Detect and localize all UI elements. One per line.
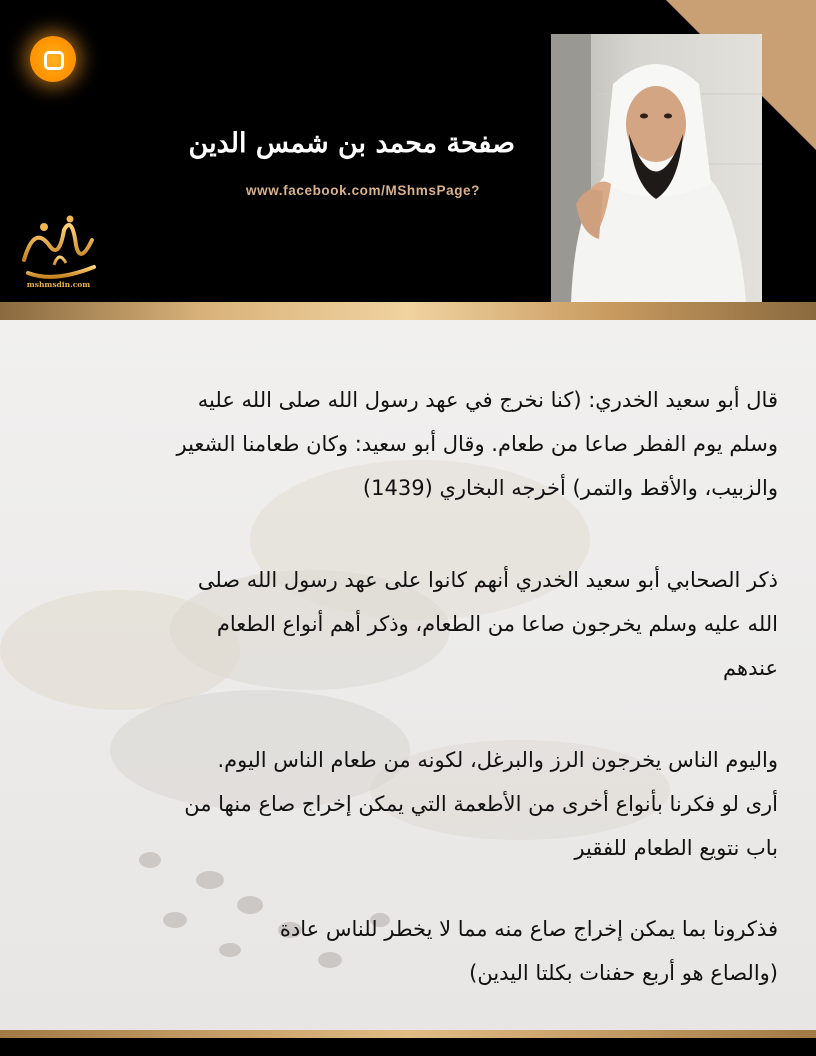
paragraph-line: والزبيب، والأقط والتمر) أخرجه البخاري (1439) (362, 476, 778, 500)
paragraph-1 (38, 378, 778, 510)
app-icon (30, 36, 76, 82)
paragraph-line: فذكرونا بما يمكن إخراج صاع منه مما لا يخطر للناس عادة (279, 917, 778, 941)
paragraph-3 (38, 738, 778, 870)
logo-caption: mshmsdin.com (26, 280, 91, 289)
paragraph-line: أرى لو فكرنا بأنواع أخرى من الأطعمة التي يمكن إخراج صاع منها من (184, 792, 778, 816)
paragraph-line: عندهم (723, 656, 778, 680)
paragraph-line: وسلم يوم الفطر صاعا من طعام. وقال أبو سعيد: وكان طعامنا الشعير (176, 432, 778, 456)
portrait-photo (551, 34, 762, 302)
gold-divider (0, 302, 816, 320)
paragraph-line: باب نتويع الطعام للفقير (574, 836, 778, 860)
paragraph-line: (والصاع هو أربع حفنات بكلتا اليدين) (469, 961, 778, 985)
paragraph-line: قال أبو سعيد الخدري: (كنا نخرج في عهد رسول الله صلى الله عليه (197, 388, 778, 412)
paragraph-line: الله عليه وسلم يخرجون صاعا من الطعام، وذكر أهم أنواع الطعام (216, 612, 778, 636)
page-url[interactable]: www.facebook.com/MShmsPage? (246, 183, 480, 198)
header (0, 0, 816, 305)
paragraph-4 (38, 907, 778, 995)
bottom-gold-strip (0, 1030, 816, 1038)
paragraph-2 (38, 558, 778, 690)
page-title: صفحة محمد بن شمس الدين (188, 128, 515, 159)
paragraph-line: ذكر الصحابي أبو سعيد الخدري أنهم كانوا على عهد رسول الله صلى (197, 568, 778, 592)
paragraph-line: واليوم الناس يخرجون الرز والبرغل، لكونه من طعام الناس اليوم. (217, 748, 778, 772)
